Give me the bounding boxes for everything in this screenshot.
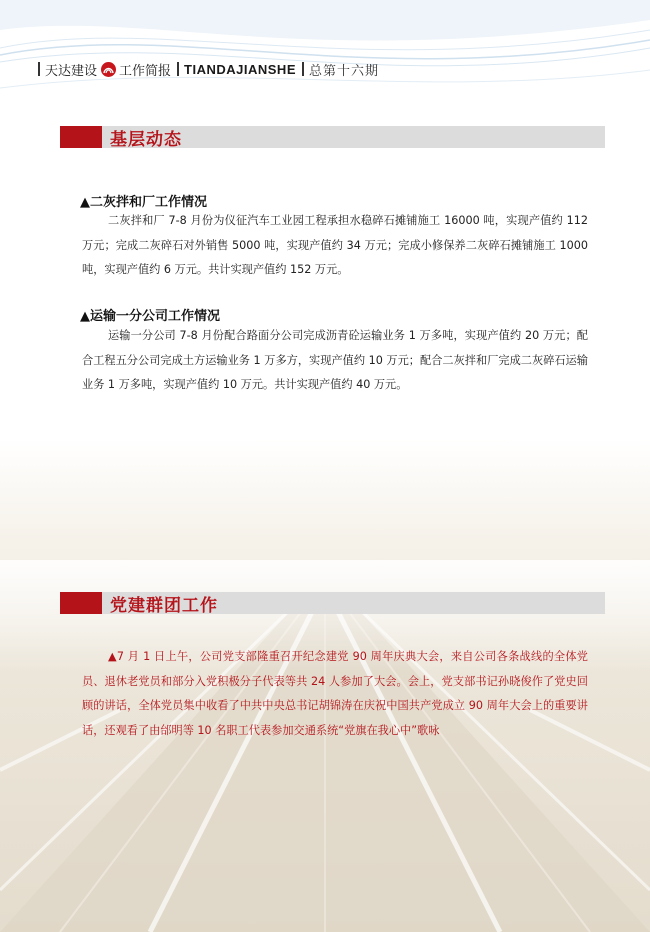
section-marker: [60, 592, 102, 614]
section-marker: [60, 126, 102, 148]
article-title: ▲运输一分公司工作情况: [80, 309, 220, 324]
header-wave-decoration: [0, 0, 650, 95]
brand-name: 天达建设: [45, 63, 98, 79]
section-title: 党建群团工作: [110, 596, 218, 616]
section-header-grassroots: [60, 126, 605, 148]
tianda-logo-icon: [101, 62, 116, 77]
section-title: 基层动态: [110, 130, 182, 150]
article-body: 二灰拌和厂 7-8 月份为仪征汽车工业园工程承担水稳碎石摊铺施工 16000 吨，实现产值约 112 万元；完成二灰碎石对外销售 5000 吨，实现产值约 34 万元；完成小修保养二灰碎石摊铺施工 1000 吨，实现产值约 6 万元。共计实现产值约 152 万元。: [82, 214, 588, 276]
issue-number: 总第十六期: [309, 63, 380, 79]
article-title: ▲二灰拌和厂工作情况: [80, 195, 207, 210]
brand-latin: TIANDAJIANSHE: [184, 61, 296, 77]
section-header-party-building: [60, 592, 605, 614]
masthead-divider: [177, 62, 179, 76]
article-body: ▲7 月 1 日上午，公司党支部隆重召开纪念建党 90 周年庆典大会，来自公司各条战线的全体党员、退休老党员和部分入党积极分子代表等共 24 人参加了大会。会上，党支部书记孙晓俊作了党史回顾的讲话，全体党员集中收看了中共中央总书记胡锦涛在庆祝中国共产党成立 90 周年大会上的重要讲话，还观看了由邰明等 10 名职工代表参加交通系统“党旗在我心中”歌咏: [82, 650, 588, 737]
article-body: 运输一分公司 7-8 月份配合路面分公司完成沥青砼运输业务 1 万多吨，实现产值约 20 万元；配合工程五分公司完成土方运输业务 1 万多方，实现产值约 10 万元；配合二灰拌和厂完成二灰碎石运输业务 1 万多吨，实现产值约 10 万元。共计实现产值约 40 万元。: [82, 329, 588, 391]
masthead: [38, 59, 379, 79]
masthead-divider: [302, 62, 304, 76]
masthead-divider: [38, 62, 40, 76]
highway-background-image: [0, 560, 650, 932]
bulletin-name: 工作简报: [119, 63, 172, 79]
